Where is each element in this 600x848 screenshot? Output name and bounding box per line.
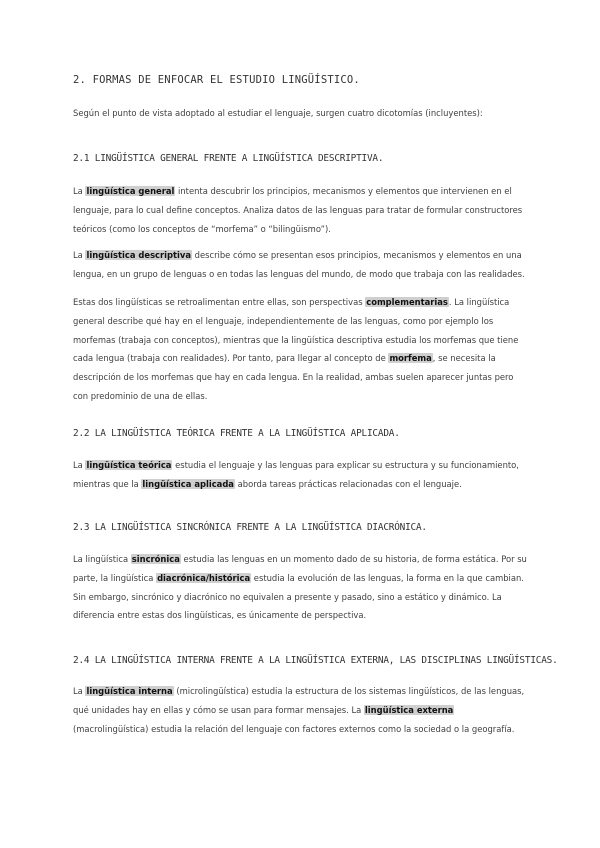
section-heading-2-4: 2.4 LA LINGÜÍSTICA INTERNA FRENTE A LA LINGÜÍSTICA EXTERNA, LAS DISCIPLINAS LINGÜÍSTICAS. [73,655,558,666]
section-heading-2-3: 2.3 LA LINGÜÍSTICA SINCRÓNICA FRENTE A LA LINGÜÍSTICA DIACRÓNICA. [73,522,427,533]
highlight-term: complementarias [366,297,448,307]
paragraph-sincronica-diacronica: La lingüística sincrónica estudia las lenguas en un momento dado de su historia, de forma estática. Por su parte, la lingüística diacrónica/histórica estudia la evolución de las lenguas, la forma en la que cambian. Sin embargo, sincrónico y diacrónico no equivalen a presente y pasado, sino a estático y dinámico. La diferencia entre estas dos lingüísticas, es únicamente de perspectiva. [73,554,527,621]
paragraph-general: La lingüística general intenta descubrir los principios, mecanismos y elementos que intervienen en el lenguaje, para lo cual define conceptos. Analiza datos de las lenguas para tratar de formular constructores teóricos (como los conceptos de “morfema” o “bilingüismo”). [73,186,523,234]
paragraph-interna-externa: La lingüística interna (microlingüística) estudia la estructura de los sistemas lingüísticos, de las lenguas, qué unidades hay en ellas y cómo se usan para formar mensajes. La lingüística externa (macrolingüística) estudia la relación del lenguaje con factores externos como la sociedad o la geografía. [73,686,525,734]
section-heading-2-2: 2.2 LA LINGÜÍSTICA TEÓRICA FRENTE A LA LINGÜÍSTICA APLICADA. [73,428,400,439]
highlight-term: lingüística interna [86,686,173,696]
paragraph-descriptiva: La lingüística descriptiva describe cómo se presentan esos principios, mecanismos y elementos en una lengua, en un grupo de lenguas o en todas las lenguas del mundo, de modo que trabaja con las realidades. [73,250,525,279]
highlight-term: morfema [389,353,432,364]
intro-paragraph: Según el punto de vista adoptado al estudiar el lenguaje, surgen cuatro dicotomías (incluyentes): [73,108,483,118]
paragraph-complementarias: Estas dos lingüísticas se retroalimentan entre ellas, son perspectivas complementarias. La lingüística general describe qué hay en el lenguaje, independientemente de las lenguas, como por ejemplo los morfemas (trabaja con conceptos), mientras que la lingüística descriptiva estudia los morfemas que tiene cada lengua (trabaja con realidades). Por tanto, para llegar al concepto de morfema, se necesita la descripción de los morfemas que hay en cada lengua. En la realidad, ambas suelen aparecer juntas pero con predominio de una de ellas. [73,297,519,401]
highlight-term: lingüística externa [364,704,454,715]
section-heading-2-1: 2.1 LINGÜÍSTICA GENERAL FRENTE A LINGÜÍSTICA DESCRIPTIVA. [73,153,384,164]
highlight-term: lingüística aplicada [142,478,234,489]
highlight-term: sincrónica [131,554,180,564]
paragraph-teorica-aplicada: La lingüística teórica estudia el lenguaje y las lenguas para explicar su estructura y su funcionamiento, mientras que la lingüística aplicada aborda tareas prácticas relacionadas con el lenguaje. [73,460,519,489]
document-title: 2. FORMAS DE ENFOCAR EL ESTUDIO LINGÜÍSTICO. [73,74,360,86]
highlight-term: lingüística general [86,186,175,196]
highlight-term: lingüística descriptiva [86,250,191,260]
highlight-term: diacrónica/histórica [157,572,251,583]
highlight-term: lingüística teórica [86,460,172,470]
